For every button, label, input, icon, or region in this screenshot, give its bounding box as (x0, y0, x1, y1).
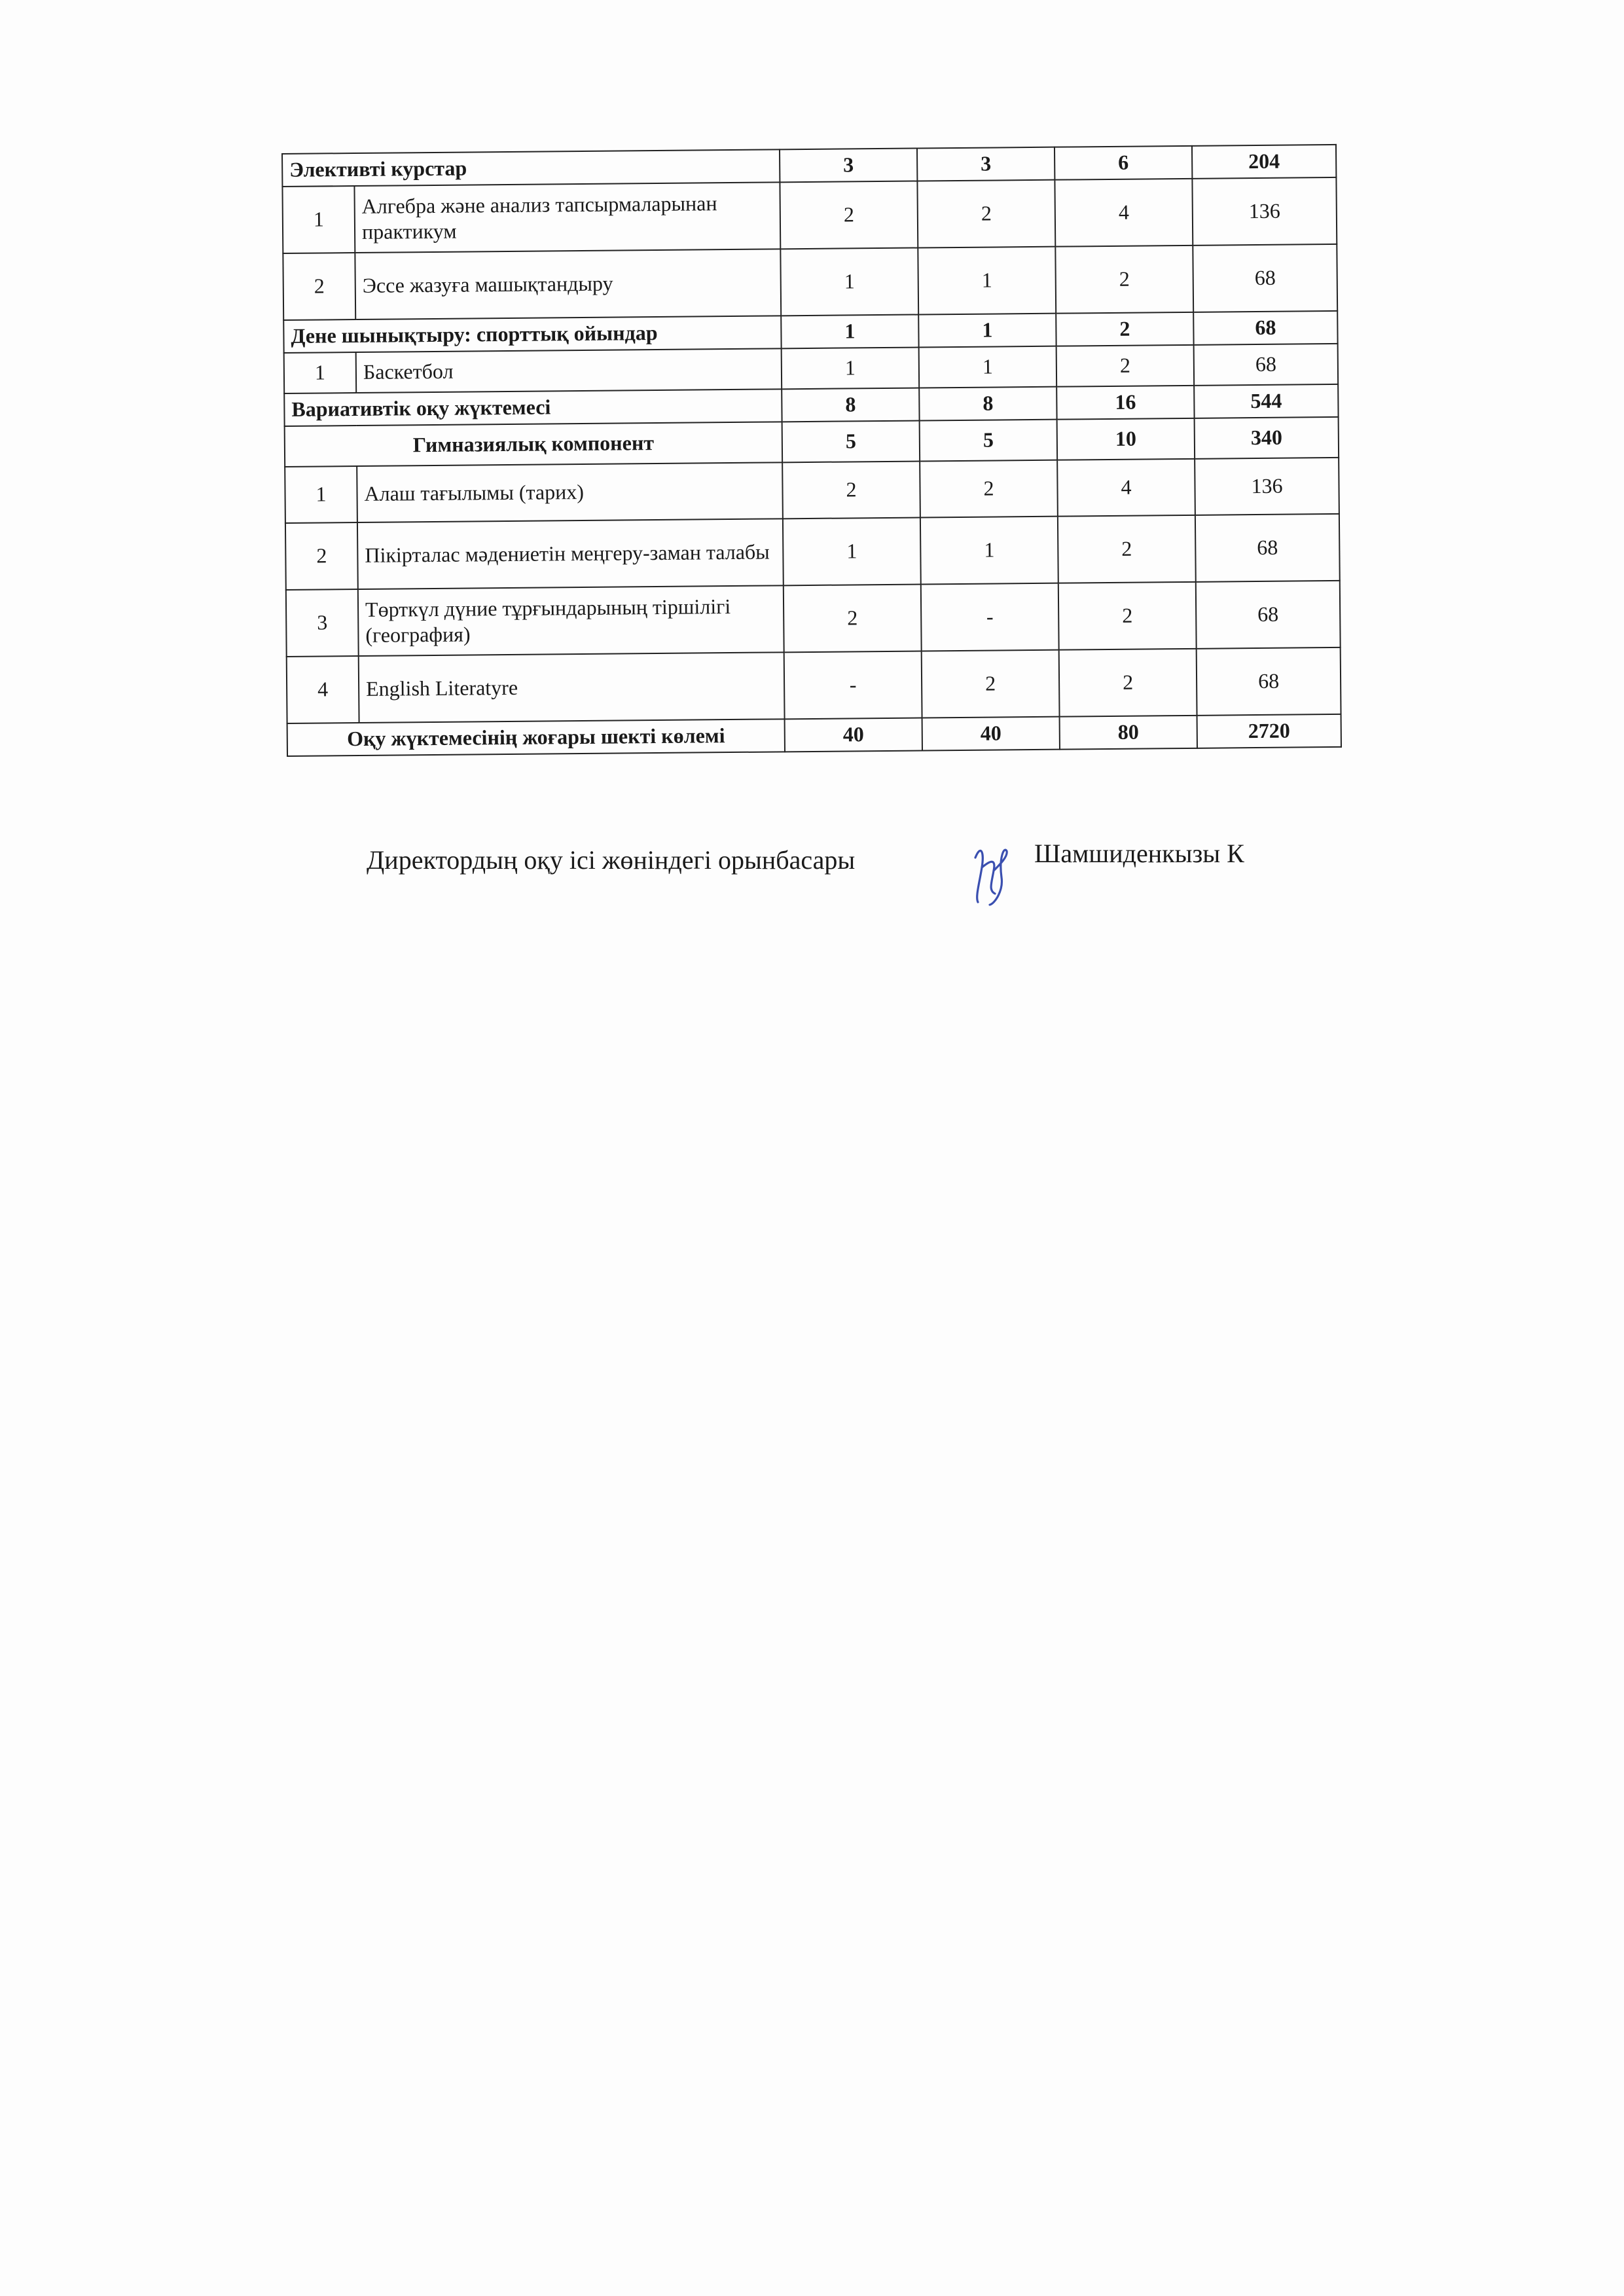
table-row (285, 514, 1340, 590)
cell-v3: 16 (1056, 386, 1194, 420)
cell-v3: 10 (1057, 418, 1195, 460)
handwritten-signature-icon (956, 831, 1034, 910)
row-number: 3 (286, 589, 359, 657)
cell-v3: 6 (1055, 146, 1192, 180)
subject-name: Алгебра және анализ тапсырмаларынан практикум (354, 182, 780, 253)
cell-v4: 204 (1192, 145, 1336, 179)
cell-v4: 340 (1195, 417, 1339, 459)
section-title: Гимназиялық компонент (285, 422, 783, 467)
cell-v4: 68 (1194, 344, 1339, 386)
cell-v4: 68 (1193, 244, 1337, 312)
row-number: 2 (283, 253, 355, 320)
subject-name: English Literatyre (359, 652, 785, 723)
document-sheet (281, 144, 1341, 757)
subject-name: Төрткүл дүние тұрғындарының тіршілігі (география) (358, 585, 784, 656)
cell-v1: 3 (780, 149, 917, 183)
cell-v2: 1 (918, 247, 1056, 315)
cell-v3: 2 (1058, 582, 1197, 650)
cell-v4: 68 (1197, 647, 1341, 716)
cell-v2: 2 (917, 180, 1055, 248)
cell-v3: 2 (1058, 515, 1196, 583)
cell-v1: - (784, 651, 922, 719)
cell-v2: 1 (918, 314, 1056, 348)
row-number: 4 (287, 656, 359, 723)
cell-v1: 1 (782, 348, 920, 390)
cell-v4: 68 (1195, 514, 1340, 582)
cell-v1: 1 (780, 248, 918, 316)
cell-v1: 2 (784, 585, 922, 653)
row-number: 1 (284, 352, 357, 393)
table-row (282, 177, 1337, 253)
signer-role: Директордың оқу ісі жөніндегі орынбасары (367, 845, 856, 875)
cell-v2: 2 (920, 460, 1058, 518)
cell-v2: 1 (919, 346, 1057, 388)
cell-v2: 40 (922, 717, 1060, 751)
subject-name: Баскетбол (356, 348, 782, 393)
table-row (286, 581, 1341, 657)
section-title: Дене шынықтыру: спорттық ойындар (283, 316, 781, 353)
cell-v3: 80 (1060, 716, 1197, 750)
cell-v3: 4 (1055, 179, 1193, 247)
cell-v2: 2 (922, 650, 1060, 718)
subject-name: Алаш тағылымы (тарих) (357, 462, 783, 522)
section-title: Оқу жүктемесінің жоғары шекті көлемі (287, 719, 785, 756)
cell-v4: 136 (1192, 177, 1337, 246)
subject-name: Эссе жазуға машықтандыру (355, 249, 781, 319)
signer-name: Шамшиденкызы К (1034, 839, 1244, 868)
cell-v1: 40 (785, 718, 922, 752)
curriculum-table (281, 144, 1342, 757)
cell-v3: 2 (1056, 312, 1193, 346)
cell-v1: 1 (783, 518, 921, 586)
section-title: Элективті курстар (282, 149, 780, 187)
cell-v2: 3 (917, 147, 1055, 181)
cell-v2: 1 (920, 517, 1058, 585)
cell-v1: 1 (781, 315, 918, 349)
section-title: Вариативтік оқу жүктемесі (284, 389, 782, 426)
row-number: 2 (285, 522, 358, 590)
subject-name: Пікірталас мәдениетін меңгеру-заман талабы (357, 519, 784, 589)
cell-v1: 2 (782, 462, 920, 519)
cell-v3: 4 (1057, 459, 1195, 517)
table-row (287, 647, 1341, 723)
table-row (285, 458, 1339, 523)
cell-v2: - (921, 583, 1059, 651)
cell-v4: 136 (1195, 458, 1339, 515)
cell-v3: 2 (1055, 246, 1193, 314)
cell-v1: 2 (780, 181, 918, 249)
cell-v3: 2 (1056, 345, 1195, 387)
table-row (283, 244, 1337, 320)
cell-v1: 5 (782, 421, 920, 463)
cell-v3: 2 (1059, 649, 1197, 717)
cell-v4: 2720 (1197, 714, 1341, 748)
cell-v4: 68 (1196, 581, 1341, 649)
row-number: 1 (282, 186, 355, 253)
signature-block (367, 831, 1362, 910)
cell-v4: 68 (1193, 311, 1337, 345)
cell-v1: 8 (782, 388, 919, 422)
cell-v2: 5 (920, 420, 1058, 462)
row-number: 1 (285, 466, 357, 523)
cell-v2: 8 (919, 387, 1056, 421)
cell-v4: 544 (1194, 384, 1338, 418)
